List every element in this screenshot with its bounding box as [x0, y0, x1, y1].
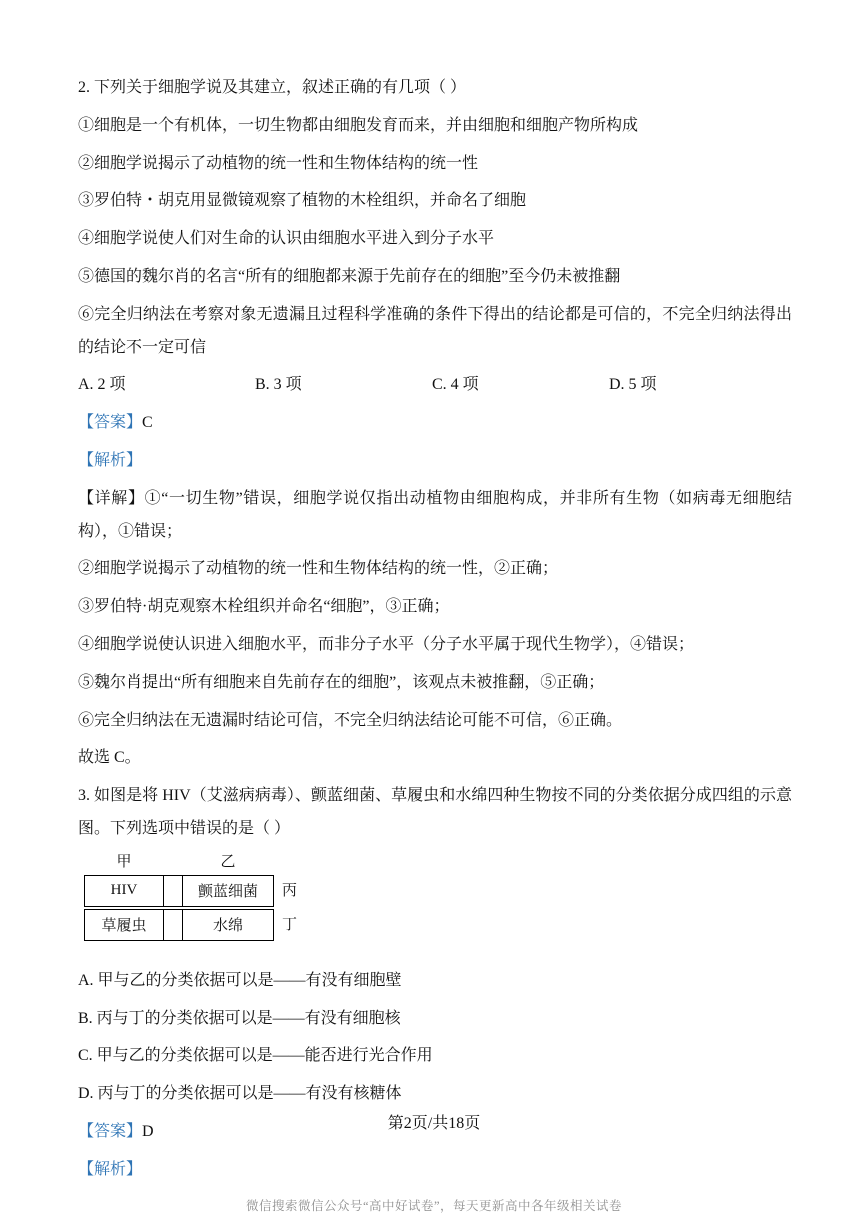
q3-option-c: C. 甲与乙的分类依据可以是——能否进行光合作用 [78, 1047, 433, 1065]
diagram-cell-spirogyra: 水绵 [182, 909, 274, 941]
q2-answer-line [78, 407, 792, 440]
q3-answer-label: 【答案】 [78, 1122, 143, 1140]
q2-detail-6: ⑥完全归纳法在无遗漏时结论可信，不完全归纳法结论可能不可信，⑥正确。 [78, 711, 623, 729]
q2-conclusion: 故选 C。 [78, 749, 141, 767]
diagram-cell-hiv: HIV [84, 875, 164, 907]
q2-option-a: A. 2 项 [78, 376, 126, 394]
q2-detail-5: ⑤魏尔肖提出“所有细胞来自先前存在的细胞”，该观点未被推翻，⑤正确； [78, 673, 605, 691]
diagram-row-label-bing: 丙 [282, 882, 298, 899]
q2-option-b: B. 3 项 [255, 376, 302, 394]
watermark-text: 微信搜索微信公众号“高中好试卷”，每天更新高中各年级相关试卷 [245, 1199, 623, 1213]
diagram-col-label-yi: 乙 [220, 853, 236, 870]
q2-statement-3: ③罗伯特・胡克用显微镜观察了植物的木栓组织，并命名了细胞 [78, 192, 527, 210]
q2-options [78, 369, 792, 402]
q2-statement-4: ④细胞学说使人们对生命的认识由细胞水平进入到分子水平 [78, 230, 495, 248]
q3-answer-value: D [142, 1122, 154, 1140]
q2-detail-2: ②细胞学说揭示了动植物的统一性和生物体结构的统一性，②正确； [78, 560, 559, 578]
q2-stem: 2. 下列关于细胞学说及其建立，叙述正确的有几项（ ） [78, 79, 467, 96]
page-number: 第2页/共18页 [387, 1115, 481, 1132]
q3-analysis-label: 【解析】 [78, 1160, 143, 1178]
q2-answer-value: C [142, 414, 153, 432]
q2-analysis-label: 【解析】 [78, 451, 143, 469]
q3-option-b: B. 丙与丁的分类依据可以是——有没有细胞核 [78, 1009, 401, 1027]
q3-option-a: A. 甲与乙的分类依据可以是——有没有细胞壁 [78, 971, 402, 989]
q3-classification-diagram [84, 851, 334, 955]
q3-stem: 3. 如图是将 HIV（艾滋病病毒）、颤蓝细菌、草履虫和水绵四种生物按不同的分类依据分成四组的示意图。下列选项中错误的是（ ） [78, 787, 792, 837]
q2-answer-label: 【答案】 [78, 414, 143, 432]
diagram-cell-paramecium: 草履虫 [84, 909, 164, 941]
q3-option-d: D. 丙与丁的分类依据可以是——有没有核糖体 [78, 1085, 402, 1103]
q2-statement-5: ⑤德国的魏尔肖的名言“所有的细胞都来源于先前存在的细胞”至今仍未被推翻 [78, 267, 621, 285]
q2-statement-1: ①细胞是一个有机体，一切生物都由细胞发育而来，并由细胞和细胞产物所构成 [78, 116, 639, 134]
q2-detail-3: ③罗伯特·胡克观察木栓组织并命名“细胞”，③正确； [78, 598, 450, 616]
diagram-cell-cyanobacteria: 颤蓝细菌 [182, 875, 274, 907]
q2-statement-2: ②细胞学说揭示了动植物的统一性和生物体结构的统一性 [78, 154, 479, 172]
diagram-row-label-ding: 丁 [282, 916, 298, 933]
q2-detail-1: 【详解】①“一切生物”错误，细胞学说仅指出动植物由细胞构成，并非所有生物（如病毒无细胞结构），①错误； [78, 489, 792, 540]
q2-option-d: D. 5 项 [609, 376, 657, 394]
q2-option-c: C. 4 项 [432, 376, 479, 394]
diagram-col-label-jia: 甲 [116, 853, 132, 870]
q2-statement-6: ⑥完全归纳法在考察对象无遗漏且过程科学准确的条件下得出的结论都是可信的，不完全归纳法得出的结论不一定可信 [78, 305, 792, 356]
q2-detail-4: ④细胞学说使认识进入细胞水平，而非分子水平（分子水平属于现代生物学），④错误； [78, 635, 695, 653]
